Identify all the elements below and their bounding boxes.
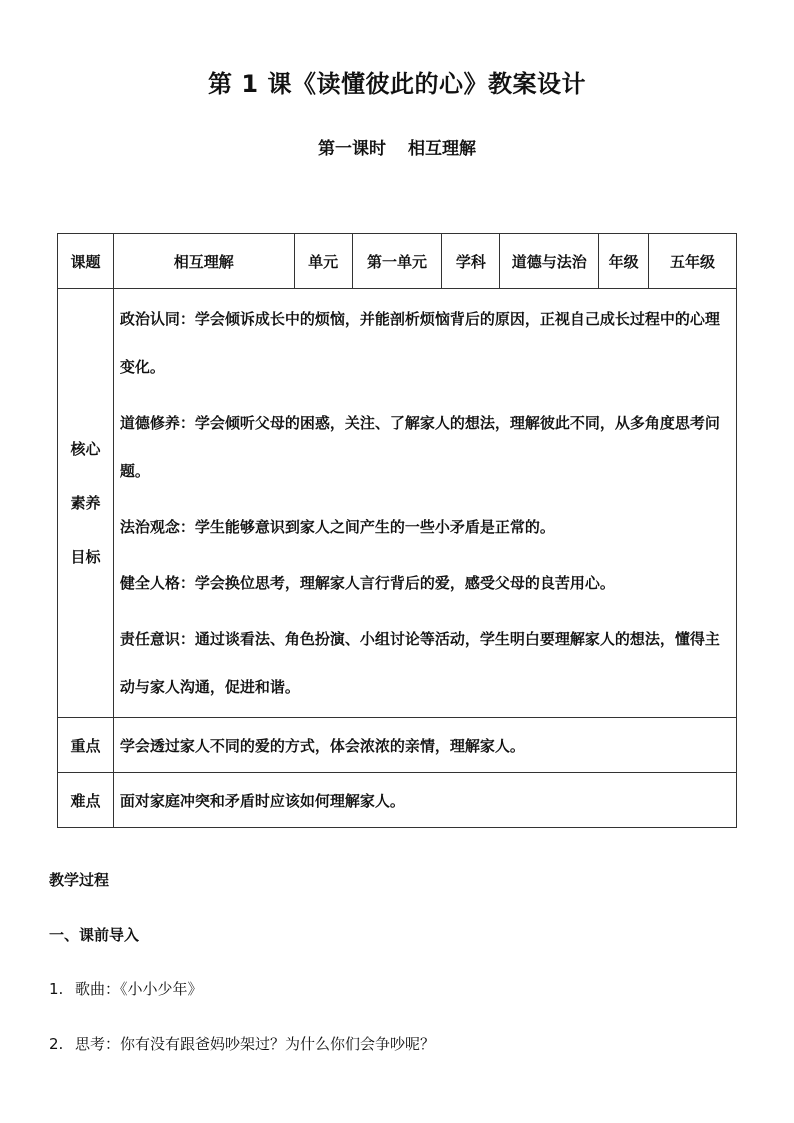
difficulty-label: 难点: [58, 773, 114, 828]
key-point-label: 重点: [58, 718, 114, 773]
list-item: [49, 1033, 435, 1054]
topic-value: 相互理解: [113, 234, 294, 289]
document-subtitle: [0, 134, 794, 159]
subject-label: 学科: [442, 234, 500, 289]
goal-responsibility: 责任意识：通过谈看法、角色扮演、小组讨论等活动，学生明白要理解家人的想法，懂得主动与家人沟通，促进和谐。: [119, 630, 720, 696]
grade-value: 五年级: [649, 234, 737, 289]
list-item-text: 歌曲：《小小少年》: [75, 980, 203, 998]
document-title: 第 1 课《读懂彼此的心》教案设计: [208, 70, 586, 98]
subtitle-period: 第一课时: [318, 139, 386, 159]
list-item: [49, 978, 203, 999]
list-item-number: 2.: [49, 1035, 64, 1053]
goal-law: 法治观念：学生能够意识到家人之间产生的一些小矛盾是正常的。: [119, 518, 555, 536]
section-intro-heading: 一、课前导入: [49, 926, 140, 944]
key-point-row: [58, 718, 737, 773]
subject-value: 道德与法治: [500, 234, 599, 289]
goals-content: [113, 289, 736, 718]
unit-label: 单元: [294, 234, 352, 289]
list-item-number: 1.: [49, 980, 64, 998]
list-item-text: 思考：你有没有跟爸妈吵架过？为什么你们会争吵呢？: [75, 1035, 436, 1053]
difficulty-row: [58, 773, 737, 828]
process-heading: 教学过程: [49, 871, 110, 889]
grade-label: 年级: [599, 234, 649, 289]
subtitle-topic: 相互理解: [408, 139, 476, 159]
goals-label-line: 目标: [70, 548, 101, 566]
difficulty-value: 面对家庭冲突和矛盾时应该如何理解家人。: [113, 773, 736, 828]
unit-value: 第一单元: [352, 234, 442, 289]
topic-label: 课题: [58, 234, 114, 289]
goal-moral: 道德修养：学会倾听父母的困惑，关注、了解家人的想法，理解彼此不同，从多角度思考问题。: [119, 414, 720, 480]
key-point-value: 学会透过家人不同的爱的方式，体会浓浓的亲情，理解家人。: [113, 718, 736, 773]
lesson-plan-table: [57, 233, 737, 828]
table-header-row: [58, 234, 737, 289]
goals-row: [58, 289, 737, 718]
goals-label-line: 核心: [70, 440, 101, 458]
goals-label-line: 素养: [70, 494, 101, 512]
goal-political: 政治认同：学会倾诉成长中的烦恼，并能剖析烦恼背后的原因，正视自己成长过程中的心理变化。: [119, 310, 720, 376]
goal-personality: 健全人格：学会换位思考，理解家人言行背后的爱，感受父母的良苦用心。: [119, 574, 615, 592]
goals-label: [58, 289, 114, 718]
